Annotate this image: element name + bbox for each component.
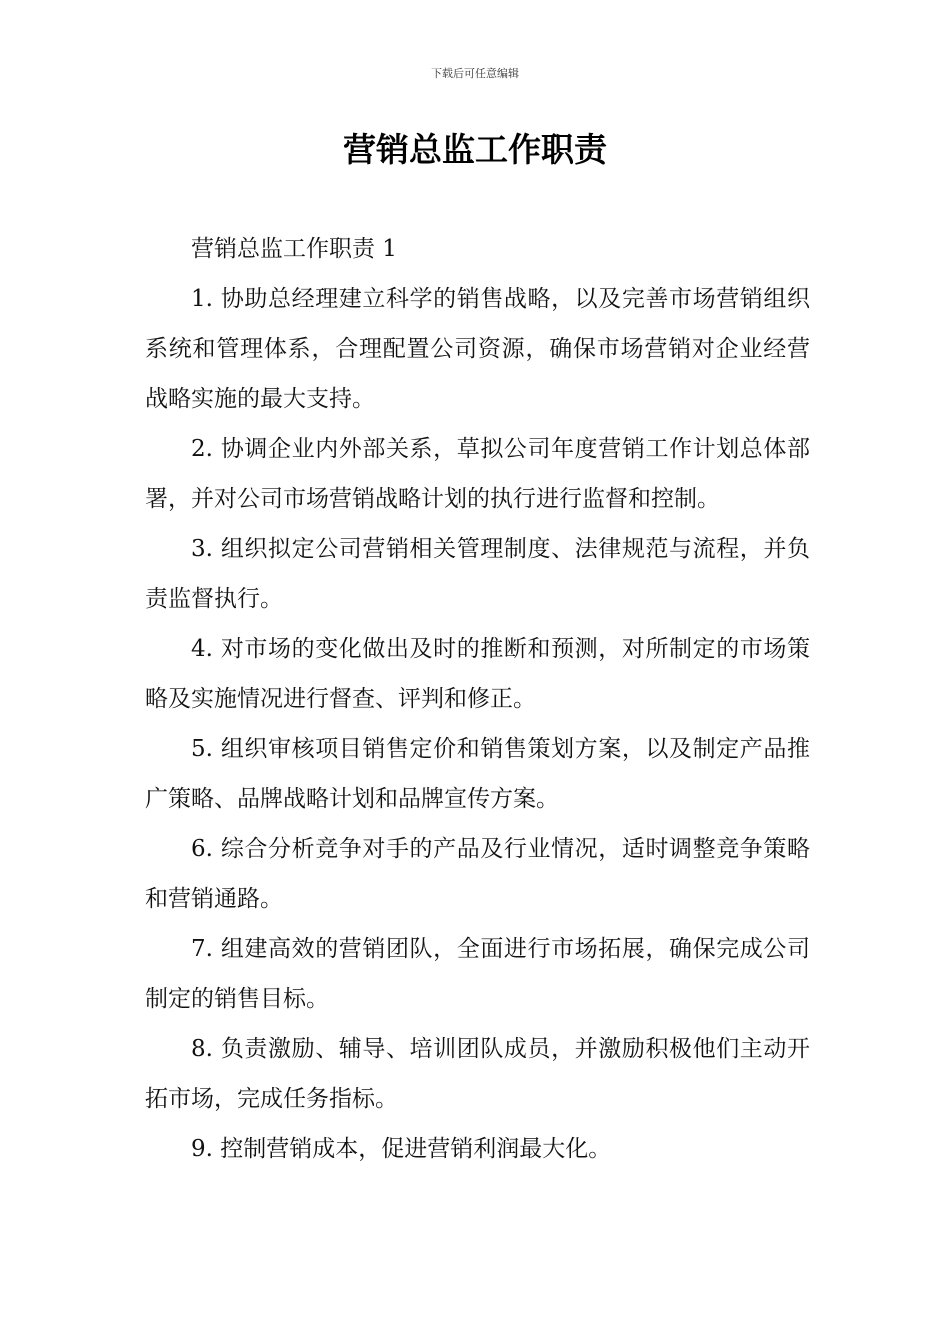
download-note: 下载后可任意编辑 xyxy=(431,67,519,80)
duty-item-3: 3. 组织拟定公司营销相关管理制度、法律规范与流程，并负责监督执行。 xyxy=(145,536,810,612)
duty-item-5: 5. 组织审核项目销售定价和销售策划方案，以及制定产品推广策略、品牌战略计划和品牌宣传方案。 xyxy=(145,736,810,812)
document-title: 营销总监工作职责 xyxy=(343,130,607,169)
duty-item-1: 1. 协助总经理建立科学的销售战略，以及完善市场营销组织系统和管理体系，合理配置公司资源，确保市场营销对企业经营战略实施的最大支持。 xyxy=(145,286,810,412)
duty-item-4: 4. 对市场的变化做出及时的推断和预测，对所制定的市场策略及实施情况进行督查、评判和修正。 xyxy=(145,636,810,712)
section-heading: 营销总监工作职责 1 xyxy=(191,236,397,262)
duty-item-2: 2. 协调企业内外部关系，草拟公司年度营销工作计划总体部署，并对公司市场营销战略计划的执行进行监督和控制。 xyxy=(145,436,810,512)
duty-item-6: 6. 综合分析竞争对手的产品及行业情况，适时调整竞争策略和营销通路。 xyxy=(145,836,810,912)
duty-item-7: 7. 组建高效的营销团队，全面进行市场拓展，确保完成公司制定的销售目标。 xyxy=(145,936,810,1012)
duty-item-8: 8. 负责激励、辅导、培训团队成员，并激励积极他们主动开拓市场，完成任务指标。 xyxy=(145,1036,810,1112)
duty-item-9: 9. 控制营销成本，促进营销利润最大化。 xyxy=(191,1136,612,1162)
document-body xyxy=(145,224,810,1174)
